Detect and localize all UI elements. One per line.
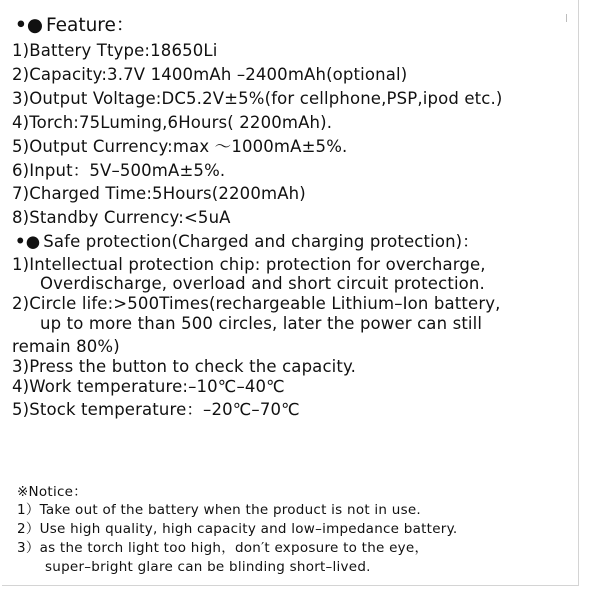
notice-heading: ※Notice： bbox=[17, 484, 87, 500]
notice-item: 1）Take out of the battery when the product is not in use. bbox=[17, 502, 421, 518]
protection-item: 4)Work temperature:–10℃–40℃ bbox=[12, 377, 285, 396]
feature-item: 6)Input：5V–500mA±5%. bbox=[12, 161, 226, 180]
notice-item: 3）as the torch light too high，don′t exposure to the eye， bbox=[17, 540, 429, 556]
protection-item: 5)Stock temperature：–20℃–70℃ bbox=[12, 400, 300, 419]
protection-item: 1)Intellectual protection chip: protection for overcharge, bbox=[12, 255, 486, 274]
corner-mark bbox=[566, 14, 567, 22]
feature-item: 1)Battery Ttype:18650Li bbox=[12, 41, 218, 60]
page-border bbox=[2, 0, 579, 586]
notice-item: 2）Use high quality, high capacity and low–impedance battery. bbox=[17, 521, 458, 537]
feature-item: 8)Standby Currency:<5uA bbox=[12, 208, 231, 227]
protection-item: 2)Circle life:>500Times(rechargeable Lithium–Ion battery, bbox=[12, 294, 501, 313]
protection-item: 3)Press the button to check the capacity. bbox=[12, 357, 356, 376]
protection-heading-text: Safe protection(Charged and charging protection)： bbox=[43, 232, 479, 251]
protection-item: up to more than 500 circles, later the power can still bbox=[40, 314, 483, 333]
notice-item: super–bright glare can be blinding short–lived. bbox=[45, 559, 371, 575]
feature-item: 2)Capacity:3.7V 1400mAh –2400mAh(optional) bbox=[12, 65, 408, 84]
feature-item: 5)Output Currency:max ～1000mA±5%. bbox=[12, 137, 348, 156]
feature-heading-text: Feature： bbox=[45, 15, 135, 36]
protection-bullet-icon: •● bbox=[15, 232, 41, 251]
feature-bullet-icon: •● bbox=[15, 15, 43, 36]
protection-heading bbox=[15, 234, 479, 251]
feature-item: 7)Charged Time:5Hours(2200mAh) bbox=[12, 184, 306, 203]
feature-item: 4)Torch:75Luming,6Hours( 2200mAh). bbox=[12, 113, 333, 132]
feature-heading bbox=[15, 17, 134, 36]
feature-item: 3)Output Voltage:DC5.2V±5%(for cellphone,PSP,ipod etc.) bbox=[12, 89, 503, 108]
protection-item: remain 80%) bbox=[12, 337, 120, 356]
protection-item: Overdischarge, overload and short circuit protection. bbox=[40, 274, 485, 293]
